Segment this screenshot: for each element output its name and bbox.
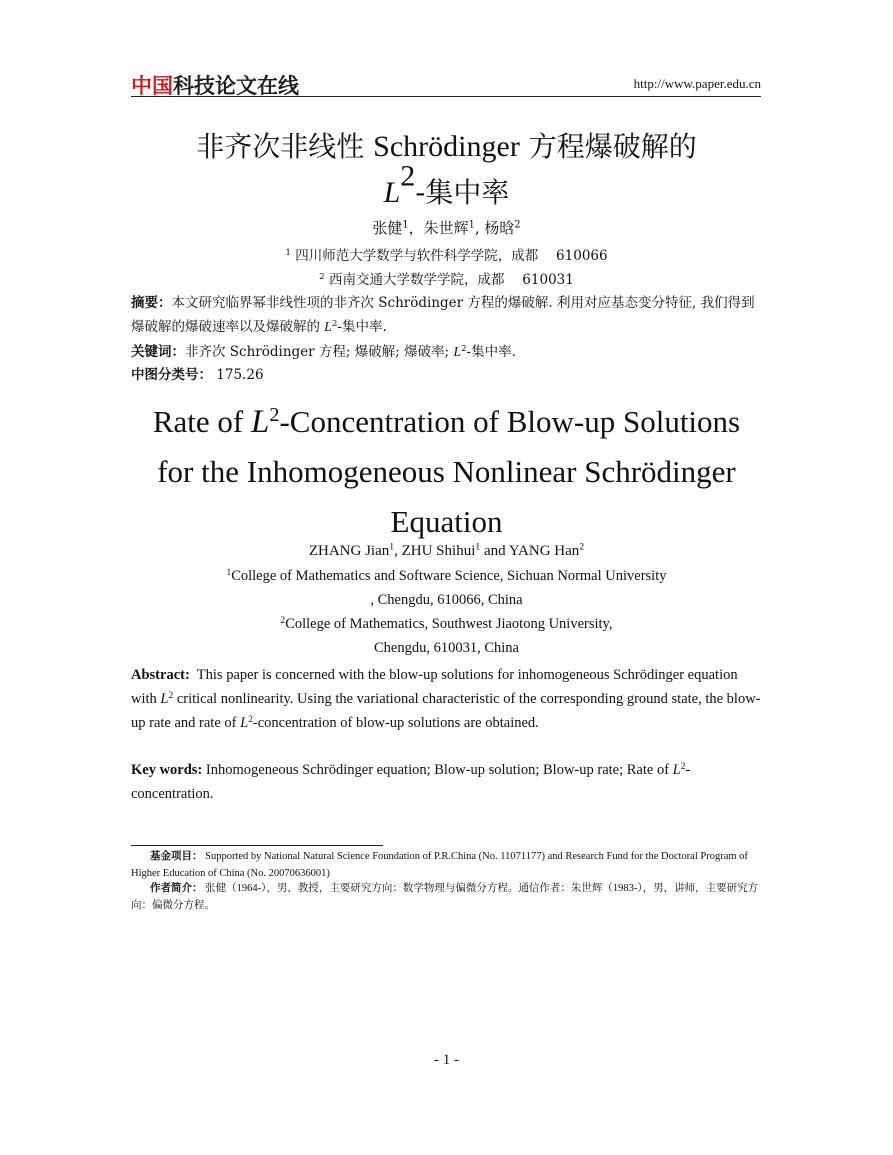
cn-authors: 张健$^1$，朱世辉$^1$, 杨晗$^2$ xyxy=(372,219,521,237)
page-header xyxy=(131,68,761,97)
cn-affiliation-1: $^1$ 四川师范大学数学与软件科学学院，成都 610066 xyxy=(285,248,608,264)
cn-classification: 中图分类号： 175.26 xyxy=(131,367,264,383)
footnote-author-bio: 作者简介： 张健（1964-），男，教授，主要研究方向：数学物理与偏微分方程。通信作者：朱世辉（1983-），男，讲师，主要研究方向：偏微分方程。 xyxy=(131,882,759,911)
en-affiliation-1: $^1$College of Mathematics and Software Science, Sichuan Normal University xyxy=(226,567,667,584)
header-url: http://www.paper.edu.cn xyxy=(633,76,761,91)
cn-keywords: 关键词：非齐次 Schrödinger 方程; 爆破解; 爆破率; $L^2-$集中率. xyxy=(131,344,516,360)
en-affiliation-2: $^2$College of Mathematics, Southwest Jiaotong University, xyxy=(280,615,613,632)
en-keywords: Key words: Inhomogeneous Schrödinger equation; Blow-up solution; Blow-up rate; Rate of $L^2$-concentration. xyxy=(131,761,691,802)
page-number: - 1 - xyxy=(434,1052,459,1068)
footnote-funding: 基金项目： Supported by National Natural Science Foundation of P.R.China (No. 11071177) and Research Fund for the Doctoral Program of Higher Education of China (No. 20070636001) xyxy=(131,850,748,879)
footnote-rule xyxy=(131,845,383,846)
en-title: Rate of $L^2$-Concentration of Blow-up Solutions for the Inhomogeneous Nonlinear Schrödinger Equation xyxy=(152,403,741,539)
cn-affiliation-2: $^2$ 西南交通大学数学学院，成都 610031 xyxy=(319,272,574,288)
cn-title-line2: $L^2-$集中率 xyxy=(383,159,510,209)
en-affiliation-1-cont: , Chengdu, 610066, China xyxy=(370,592,523,608)
en-affiliation-2-cont: Chengdu, 610031, China xyxy=(374,640,519,656)
journal-logo: 中国科技论文在线 xyxy=(131,74,299,98)
cn-title-line1: 非齐次非线性 Schrödinger 方程爆破解的 xyxy=(196,130,697,163)
en-abstract: Abstract: This paper is concerned with the blow-up solutions for inhomogeneous Schrödinger equation with $L^2$ critical nonlinearity. Using the variational characteristic of the corresponding ground state, the blow-up rate and rate of $L^2$-concentration of blow-up solutions are obtained. xyxy=(131,667,761,731)
en-authors: ZHANG Jian$^1$, ZHU Shihui$^1$ and YANG Han$^2$ xyxy=(308,541,585,559)
cn-abstract: 摘要：本文研究临界幂非线性项的非齐次 Schrödinger 方程的爆破解. 利用对应基态变分特征, 我们得到爆破解的爆破速率以及爆破解的 $L^2-$集中率. xyxy=(131,295,755,335)
